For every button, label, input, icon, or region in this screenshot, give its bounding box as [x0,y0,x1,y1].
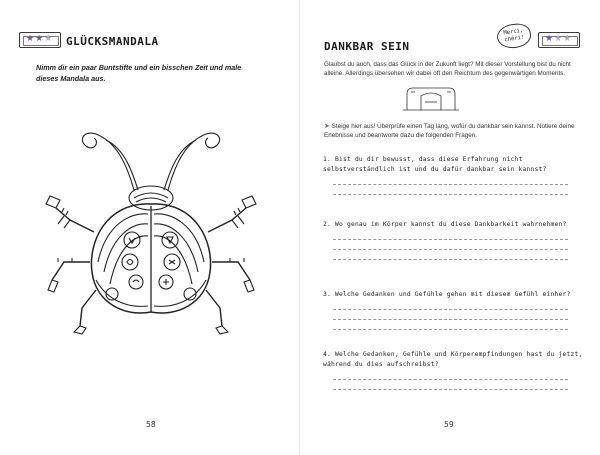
answer-line[interactable] [333,259,568,260]
answer-line[interactable] [333,184,568,185]
answer-line[interactable] [333,319,568,320]
question-text: Welche Gedanken und Gefühle gehen mit diesem Gefühl einher? [334,291,571,298]
answer-line[interactable] [333,389,568,390]
page-number: 58 [146,420,156,429]
star-rating-icon: ★★★ [26,34,54,44]
merci-badge: Merci, chéri! [495,22,532,50]
question-number: 3. [323,291,331,298]
answer-line[interactable] [333,329,568,330]
answer-line[interactable] [333,249,568,250]
question-number: 1. [323,156,331,163]
intro-paragraph: Glaubst du auch, dass das Glück in der Zukunft liegt? Mit dieser Vorstellung bist du nicht alleine. Allerdings übersehen wir dabei oft den Reichtum des gegenwärtigen Moments. [324,61,571,78]
intro-text: Nimm dir ein paar Buntstifte und ein bisschen Zeit und male dieses Mandala aus. [36,63,242,83]
question-text: Bist du dir bewusst, dass diese Erfahrung nicht selbstverständlich ist und du dafür dankbar sein kannst? [323,156,547,173]
arrow-right-icon: ➤ [324,123,330,130]
star-rating-icon: ★★★ [545,34,573,44]
page-title: DANKBAR SEIN [324,40,410,53]
right-page [300,0,600,455]
question-2 [323,220,583,260]
answer-line[interactable] [333,379,568,380]
question-number: 2. [323,221,331,228]
question-1 [323,155,583,195]
difficulty-tag [19,32,61,48]
answer-line[interactable] [333,239,568,240]
hint-paragraph [324,122,576,141]
answer-line[interactable] [333,194,568,195]
question-text: Wo genau im Körper kannst du diese Dankbarkeit wahrnehmen? [334,221,567,228]
question-4 [323,350,583,390]
answer-line[interactable] [333,309,568,310]
page-title: GLÜCKSMANDALA [66,35,159,48]
question-number: 4. [323,351,331,358]
bug-mandala-illustration [26,112,276,342]
door-sketch-illustration [401,84,461,112]
question-3 [323,290,583,330]
question-text: Welche Gedanken, Gefühle und Körperempfindungen hast du jetzt, während du dies aufschreibst? [323,351,583,368]
page-number: 59 [444,420,454,429]
hint-text: Steige hier aus! Überprüfe einen Tag lang, wofür du dankbar sein kannst. Notiere deine Erlebnisse und beantworte dazu die folgenden Fragen. [324,123,575,140]
difficulty-tag [538,32,580,48]
